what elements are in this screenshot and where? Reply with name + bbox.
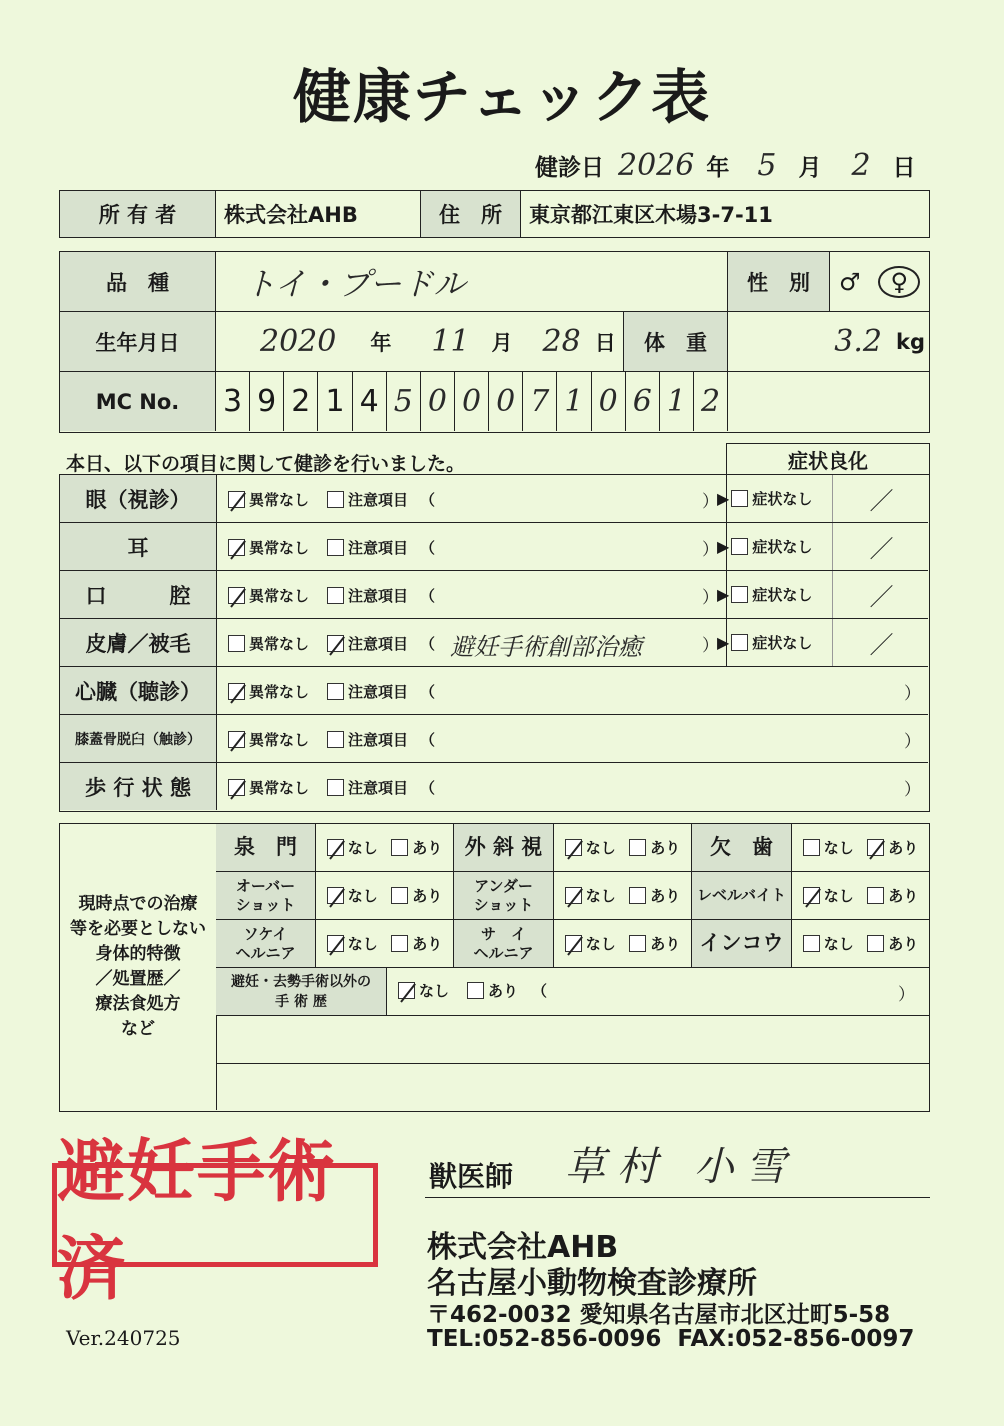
- clinic-contact: TEL:052-856-0096 FAX:052-856-0097: [427, 1326, 915, 1352]
- exam-date-year-unit: 年: [706, 154, 730, 181]
- improve-mark: ／: [832, 523, 930, 570]
- feature-yes-label: あり: [650, 935, 681, 953]
- feature-yes-checkbox[interactable]: [867, 887, 884, 904]
- sex-label: 性 別: [728, 252, 830, 312]
- resolved-checkbox[interactable]: [731, 586, 748, 603]
- exam-row-options: [228, 777, 435, 798]
- note-label: 注意項目: [348, 683, 409, 701]
- feature-none-checkbox[interactable]: [565, 839, 582, 856]
- sex-value: [830, 252, 929, 312]
- feature-none-option[interactable]: [327, 837, 378, 858]
- feature-none-label: なし: [347, 887, 378, 905]
- feature-yes-label: あり: [412, 839, 443, 857]
- feature-none-checkbox[interactable]: [327, 887, 344, 904]
- note-checkbox[interactable]: [327, 683, 344, 700]
- improve-header: [726, 443, 930, 475]
- normal-option[interactable]: [228, 537, 309, 558]
- exam-table: [59, 474, 930, 812]
- resolved-checkbox[interactable]: [731, 634, 748, 651]
- note-close-paren: ）: [904, 780, 921, 800]
- feature-none-label: なし: [585, 935, 616, 953]
- surgery-yes-checkbox[interactable]: [467, 982, 484, 999]
- weight-label: 体 重: [624, 312, 728, 372]
- normal-checkbox[interactable]: [228, 779, 245, 796]
- exam-date: [535, 145, 935, 185]
- normal-option[interactable]: [228, 681, 309, 702]
- exam-date-label: 健診日: [535, 154, 604, 181]
- mc-digit: 3: [223, 384, 243, 419]
- note-checkbox[interactable]: [327, 587, 344, 604]
- feature-none-checkbox[interactable]: [565, 935, 582, 952]
- exam-row-options: [228, 729, 435, 750]
- note-option[interactable]: 注意項目 （: [327, 585, 435, 606]
- feature-options: [316, 824, 454, 872]
- features-side-text: 現時点での治療 等を必要としない 身体的特徴 ／処置歴／ 療法食処方 など: [70, 894, 206, 1039]
- feature-options: [792, 824, 929, 872]
- arrow-icon: ▶: [717, 537, 730, 556]
- resolved-label: 症状なし: [752, 490, 813, 508]
- feature-yes-checkbox[interactable]: [867, 839, 884, 856]
- address-value: 東京都江東区木場3-7-11: [521, 191, 930, 238]
- mc-digit: 1: [659, 372, 693, 431]
- surgery-yes-option[interactable]: あり （: [467, 980, 547, 1001]
- feature-yes-checkbox[interactable]: [629, 887, 646, 904]
- exam-date-month-unit: 月: [798, 154, 822, 181]
- improve-mark: ／: [832, 571, 930, 618]
- normal-label: 異常なし: [249, 731, 310, 749]
- resolved-option[interactable]: [731, 536, 812, 557]
- vet-signature: 草村 小雪: [565, 1144, 798, 1190]
- feature-yes-label: あり: [888, 887, 919, 905]
- feature-yes-option[interactable]: [867, 837, 918, 858]
- feature-none-checkbox[interactable]: [327, 935, 344, 952]
- improve-cell: [717, 523, 929, 570]
- note-text: 避妊手術創部治癒: [450, 633, 642, 661]
- feature-yes-label: あり: [412, 935, 443, 953]
- surgery-none-checkbox[interactable]: [398, 982, 415, 999]
- feature-yes-label: あり: [888, 839, 919, 857]
- resolved-checkbox[interactable]: [731, 538, 748, 555]
- feature-options: [792, 872, 929, 920]
- feature-yes-label: あり: [650, 887, 681, 905]
- arrow-icon: ▶: [717, 585, 730, 604]
- birth-day-unit: 日: [594, 330, 616, 355]
- mc-digit: 0: [420, 372, 454, 431]
- feature-label: アンダー ショット: [454, 872, 554, 920]
- exam-date-month: 5: [757, 147, 777, 183]
- improve-cell: [717, 571, 929, 618]
- improve-mark: ／: [832, 619, 930, 666]
- normal-label: 異常なし: [249, 779, 310, 797]
- normal-checkbox[interactable]: [228, 731, 245, 748]
- normal-label: 異常なし: [249, 587, 310, 605]
- birth-day: 28: [542, 324, 581, 359]
- note-option[interactable]: 注意項目 （: [327, 681, 435, 702]
- feature-none-checkbox[interactable]: [803, 887, 820, 904]
- clinic-name: 名古屋小動物検査診療所: [427, 1266, 757, 1301]
- surgery-row: [216, 968, 929, 1016]
- note-close-paren: ）: [702, 588, 719, 608]
- exam-row-label: [60, 475, 217, 522]
- mc-digit: 4: [352, 372, 386, 431]
- feature-label: オーバー ショット: [216, 872, 316, 920]
- feature-label: 欠 歯: [692, 824, 792, 872]
- note-option[interactable]: 注意項目 （: [327, 489, 435, 510]
- normal-option[interactable]: [228, 489, 309, 510]
- breed-label: 品 種: [60, 252, 216, 312]
- surgery-close-paren: ）: [898, 985, 915, 1005]
- exam-row-label-text: 皮膚／被毛: [85, 631, 191, 656]
- exam-row: [60, 523, 928, 571]
- normal-label: 異常なし: [249, 635, 310, 653]
- mc-digit: 7: [522, 372, 556, 431]
- feature-none-label: なし: [823, 839, 854, 857]
- feature-none-option[interactable]: [327, 885, 378, 906]
- feature-none-option[interactable]: [565, 837, 616, 858]
- surgery-none-label: なし: [419, 982, 450, 1000]
- mc-digits: [216, 372, 728, 431]
- exam-row-label-text: 心臓（聴診）: [75, 679, 201, 704]
- page-title: 健康チェック表: [292, 63, 712, 131]
- sterilized-stamp: [52, 1132, 378, 1309]
- feature-yes-option[interactable]: [867, 933, 918, 954]
- note-close-paren: ）: [904, 732, 921, 752]
- exam-date-year: 2026: [618, 147, 695, 183]
- exam-row: [60, 763, 928, 811]
- feature-yes-option[interactable]: [391, 837, 442, 858]
- resolved-label: 症状なし: [752, 586, 813, 604]
- note-checkbox[interactable]: [327, 731, 344, 748]
- resolved-label: 症状なし: [752, 538, 813, 556]
- mc-digit: 0: [591, 372, 625, 431]
- surgery-label-text: 避妊・去勢手術以外の 手 術 歴: [231, 973, 371, 1010]
- normal-label: 異常なし: [249, 683, 310, 701]
- feature-none-option[interactable]: [803, 933, 854, 954]
- normal-checkbox[interactable]: [228, 635, 245, 652]
- mc-digit: 0: [488, 372, 522, 431]
- feature-none-option[interactable]: [565, 933, 616, 954]
- exam-row-label-text: 耳: [127, 535, 149, 560]
- feature-yes-label: あり: [650, 839, 681, 857]
- normal-checkbox[interactable]: [228, 539, 245, 556]
- feature-none-label: なし: [347, 935, 378, 953]
- vet-signature-line: [425, 1135, 930, 1198]
- mc-digit: 0: [454, 372, 488, 431]
- birth-month-unit: 月: [491, 330, 513, 355]
- exam-row-label-text: 膝蓋骨脱臼（触診）: [75, 731, 201, 748]
- note-label: 注意項目: [348, 731, 409, 749]
- sex-female: ♀: [878, 266, 920, 298]
- feature-none-option[interactable]: [803, 837, 854, 858]
- birth-year-unit: 年: [370, 330, 392, 355]
- feature-yes-checkbox[interactable]: [391, 887, 408, 904]
- note-close-paren: ）: [702, 636, 719, 656]
- exam-row-label-text: 眼（視診）: [85, 487, 191, 512]
- exam-row: [60, 475, 928, 523]
- clinic-address: 〒462-0032 愛知県名古屋市北区辻町5-58: [427, 1302, 891, 1328]
- normal-label: 異常なし: [249, 491, 310, 509]
- feature-none-label: なし: [823, 887, 854, 905]
- note-label: 注意項目: [348, 635, 409, 653]
- exam-row-label: [60, 763, 217, 810]
- exam-row-label: [60, 571, 217, 618]
- exam-row: [60, 619, 928, 667]
- feature-none-checkbox[interactable]: [803, 839, 820, 856]
- normal-option[interactable]: [228, 777, 309, 798]
- feature-yes-option[interactable]: [629, 933, 680, 954]
- note-checkbox[interactable]: [327, 491, 344, 508]
- breed-value: トイ・プードル: [216, 252, 728, 312]
- normal-checkbox[interactable]: [228, 683, 245, 700]
- feature-none-label: なし: [585, 839, 616, 857]
- exam-date-day-unit: 日: [892, 154, 916, 181]
- feature-none-option[interactable]: [803, 885, 854, 906]
- surgery-options: [398, 980, 547, 1001]
- birth-year: 2020: [260, 324, 337, 359]
- feature-options: [554, 920, 692, 968]
- feature-none-label: なし: [347, 839, 378, 857]
- feature-yes-checkbox[interactable]: [391, 839, 408, 856]
- vet-label: 獣医師: [429, 1160, 514, 1193]
- birth-label: 生年月日: [60, 312, 216, 372]
- resolved-label: 症状なし: [752, 634, 813, 652]
- feature-label: レベルバイト: [692, 872, 792, 920]
- feature-label: インコウ: [692, 920, 792, 968]
- owner-label: 所 有 者: [60, 191, 216, 238]
- note-label: 注意項目: [348, 587, 409, 605]
- note-checkbox[interactable]: [327, 779, 344, 796]
- feature-none-checkbox[interactable]: [327, 839, 344, 856]
- feature-label: 泉 門: [216, 824, 316, 872]
- surgery-yes-label: あり: [488, 982, 519, 1000]
- exam-row-options: [228, 537, 435, 558]
- note-option[interactable]: 注意項目 （: [327, 633, 435, 654]
- feature-label: ソケイ ヘルニア: [216, 920, 316, 968]
- arrow-icon: ▶: [717, 489, 730, 508]
- exam-row-options: [228, 585, 435, 606]
- feature-yes-option[interactable]: [629, 837, 680, 858]
- feature-options: [316, 920, 454, 968]
- improve-cell: [717, 475, 929, 522]
- owner-value: 株式会社AHB: [216, 191, 421, 238]
- feature-yes-label: あり: [888, 935, 919, 953]
- pet-info: [59, 251, 930, 433]
- surgery-label: [216, 968, 387, 1015]
- feature-none-label: なし: [823, 935, 854, 953]
- improve-cell: [717, 619, 929, 666]
- birth-value: [216, 312, 624, 372]
- feature-yes-option[interactable]: [867, 885, 918, 906]
- features-side-label: [60, 824, 217, 1110]
- normal-label: 異常なし: [249, 539, 310, 557]
- normal-option[interactable]: [228, 585, 309, 606]
- exam-row-options: [228, 681, 435, 702]
- exam-row: [60, 667, 928, 715]
- owner-table: [59, 190, 930, 238]
- improve-mark: ／: [832, 475, 930, 522]
- exam-row-options: [228, 489, 435, 510]
- resolved-option[interactable]: [731, 488, 812, 509]
- resolved-option[interactable]: [731, 584, 812, 605]
- feature-options: [792, 920, 929, 968]
- note-checkbox[interactable]: [327, 635, 344, 652]
- feature-label: 外 斜 視: [454, 824, 554, 872]
- sex-male: ♂: [838, 267, 861, 296]
- exam-row: [60, 715, 928, 763]
- feature-yes-checkbox[interactable]: [629, 839, 646, 856]
- exam-row-options: [228, 633, 435, 654]
- arrow-icon: ▶: [717, 633, 730, 652]
- feature-options: [554, 824, 692, 872]
- exam-row: [60, 571, 928, 619]
- address-label: 住 所: [421, 191, 521, 238]
- mc-digit: 9: [249, 372, 283, 431]
- stamp-text: 避妊手術済: [57, 1132, 338, 1309]
- normal-option[interactable]: [228, 633, 309, 654]
- note-checkbox[interactable]: [327, 539, 344, 556]
- feature-yes-checkbox[interactable]: [629, 935, 646, 952]
- normal-checkbox[interactable]: [228, 491, 245, 508]
- resolved-option[interactable]: [731, 632, 812, 653]
- note-option[interactable]: 注意項目 （: [327, 777, 435, 798]
- note-close-paren: ）: [702, 492, 719, 512]
- weight-unit: kg: [896, 329, 925, 354]
- note-option[interactable]: 注意項目 （: [327, 729, 435, 750]
- birth-month: 11: [431, 324, 470, 359]
- mc-digit: 6: [625, 372, 659, 431]
- mc-digit: 2: [693, 372, 727, 431]
- note-label: 注意項目: [348, 539, 409, 557]
- note-close-paren: ）: [904, 684, 921, 704]
- note-option[interactable]: 注意項目 （: [327, 537, 435, 558]
- normal-checkbox[interactable]: [228, 587, 245, 604]
- mc-digit: 1: [317, 372, 351, 431]
- feature-yes-option[interactable]: [629, 885, 680, 906]
- feature-yes-option[interactable]: [391, 885, 442, 906]
- feature-yes-label: あり: [412, 887, 443, 905]
- exam-row-label: [60, 523, 217, 570]
- blank-line-1: [216, 1016, 929, 1064]
- features-box: [59, 823, 930, 1112]
- feature-options: [316, 872, 454, 920]
- weight-value-box: [728, 312, 929, 372]
- feature-none-label: なし: [585, 887, 616, 905]
- feature-none-option[interactable]: [565, 885, 616, 906]
- mc-label: MC No.: [60, 372, 216, 431]
- note-label: 注意項目: [348, 779, 409, 797]
- feature-label: サ イ ヘルニア: [454, 920, 554, 968]
- surgery-none-option[interactable]: [398, 980, 449, 1001]
- version-label: Ver.240725: [66, 1326, 181, 1350]
- feature-grid: [216, 824, 929, 968]
- exam-intro: 本日、以下の項目に関して健診を行いました。: [66, 453, 466, 475]
- feature-options: [554, 872, 692, 920]
- exam-row-label-text: 歩 行 状 態: [85, 775, 191, 800]
- weight-value: 3.2: [834, 324, 882, 359]
- exam-row-label: [60, 619, 217, 666]
- feature-none-checkbox[interactable]: [565, 887, 582, 904]
- resolved-checkbox[interactable]: [731, 490, 748, 507]
- mc-digit: 1: [556, 372, 590, 431]
- exam-row-label: [60, 667, 217, 714]
- mc-digit: 5: [386, 372, 420, 431]
- feature-none-checkbox[interactable]: [803, 935, 820, 952]
- feature-none-option[interactable]: [327, 933, 378, 954]
- mc-digit: 2: [283, 372, 317, 431]
- normal-option[interactable]: [228, 729, 309, 750]
- note-close-paren: ）: [702, 540, 719, 560]
- note-label: 注意項目: [348, 491, 409, 509]
- exam-row-label: [60, 715, 217, 762]
- improve-header-label: 症状良化: [788, 449, 868, 473]
- exam-row-label-text: 口 腔: [85, 583, 191, 608]
- feature-yes-option[interactable]: [391, 933, 442, 954]
- clinic-company: 株式会社AHB: [427, 1230, 619, 1265]
- feature-yes-checkbox[interactable]: [391, 935, 408, 952]
- feature-yes-checkbox[interactable]: [867, 935, 884, 952]
- exam-date-day: 2: [851, 147, 871, 183]
